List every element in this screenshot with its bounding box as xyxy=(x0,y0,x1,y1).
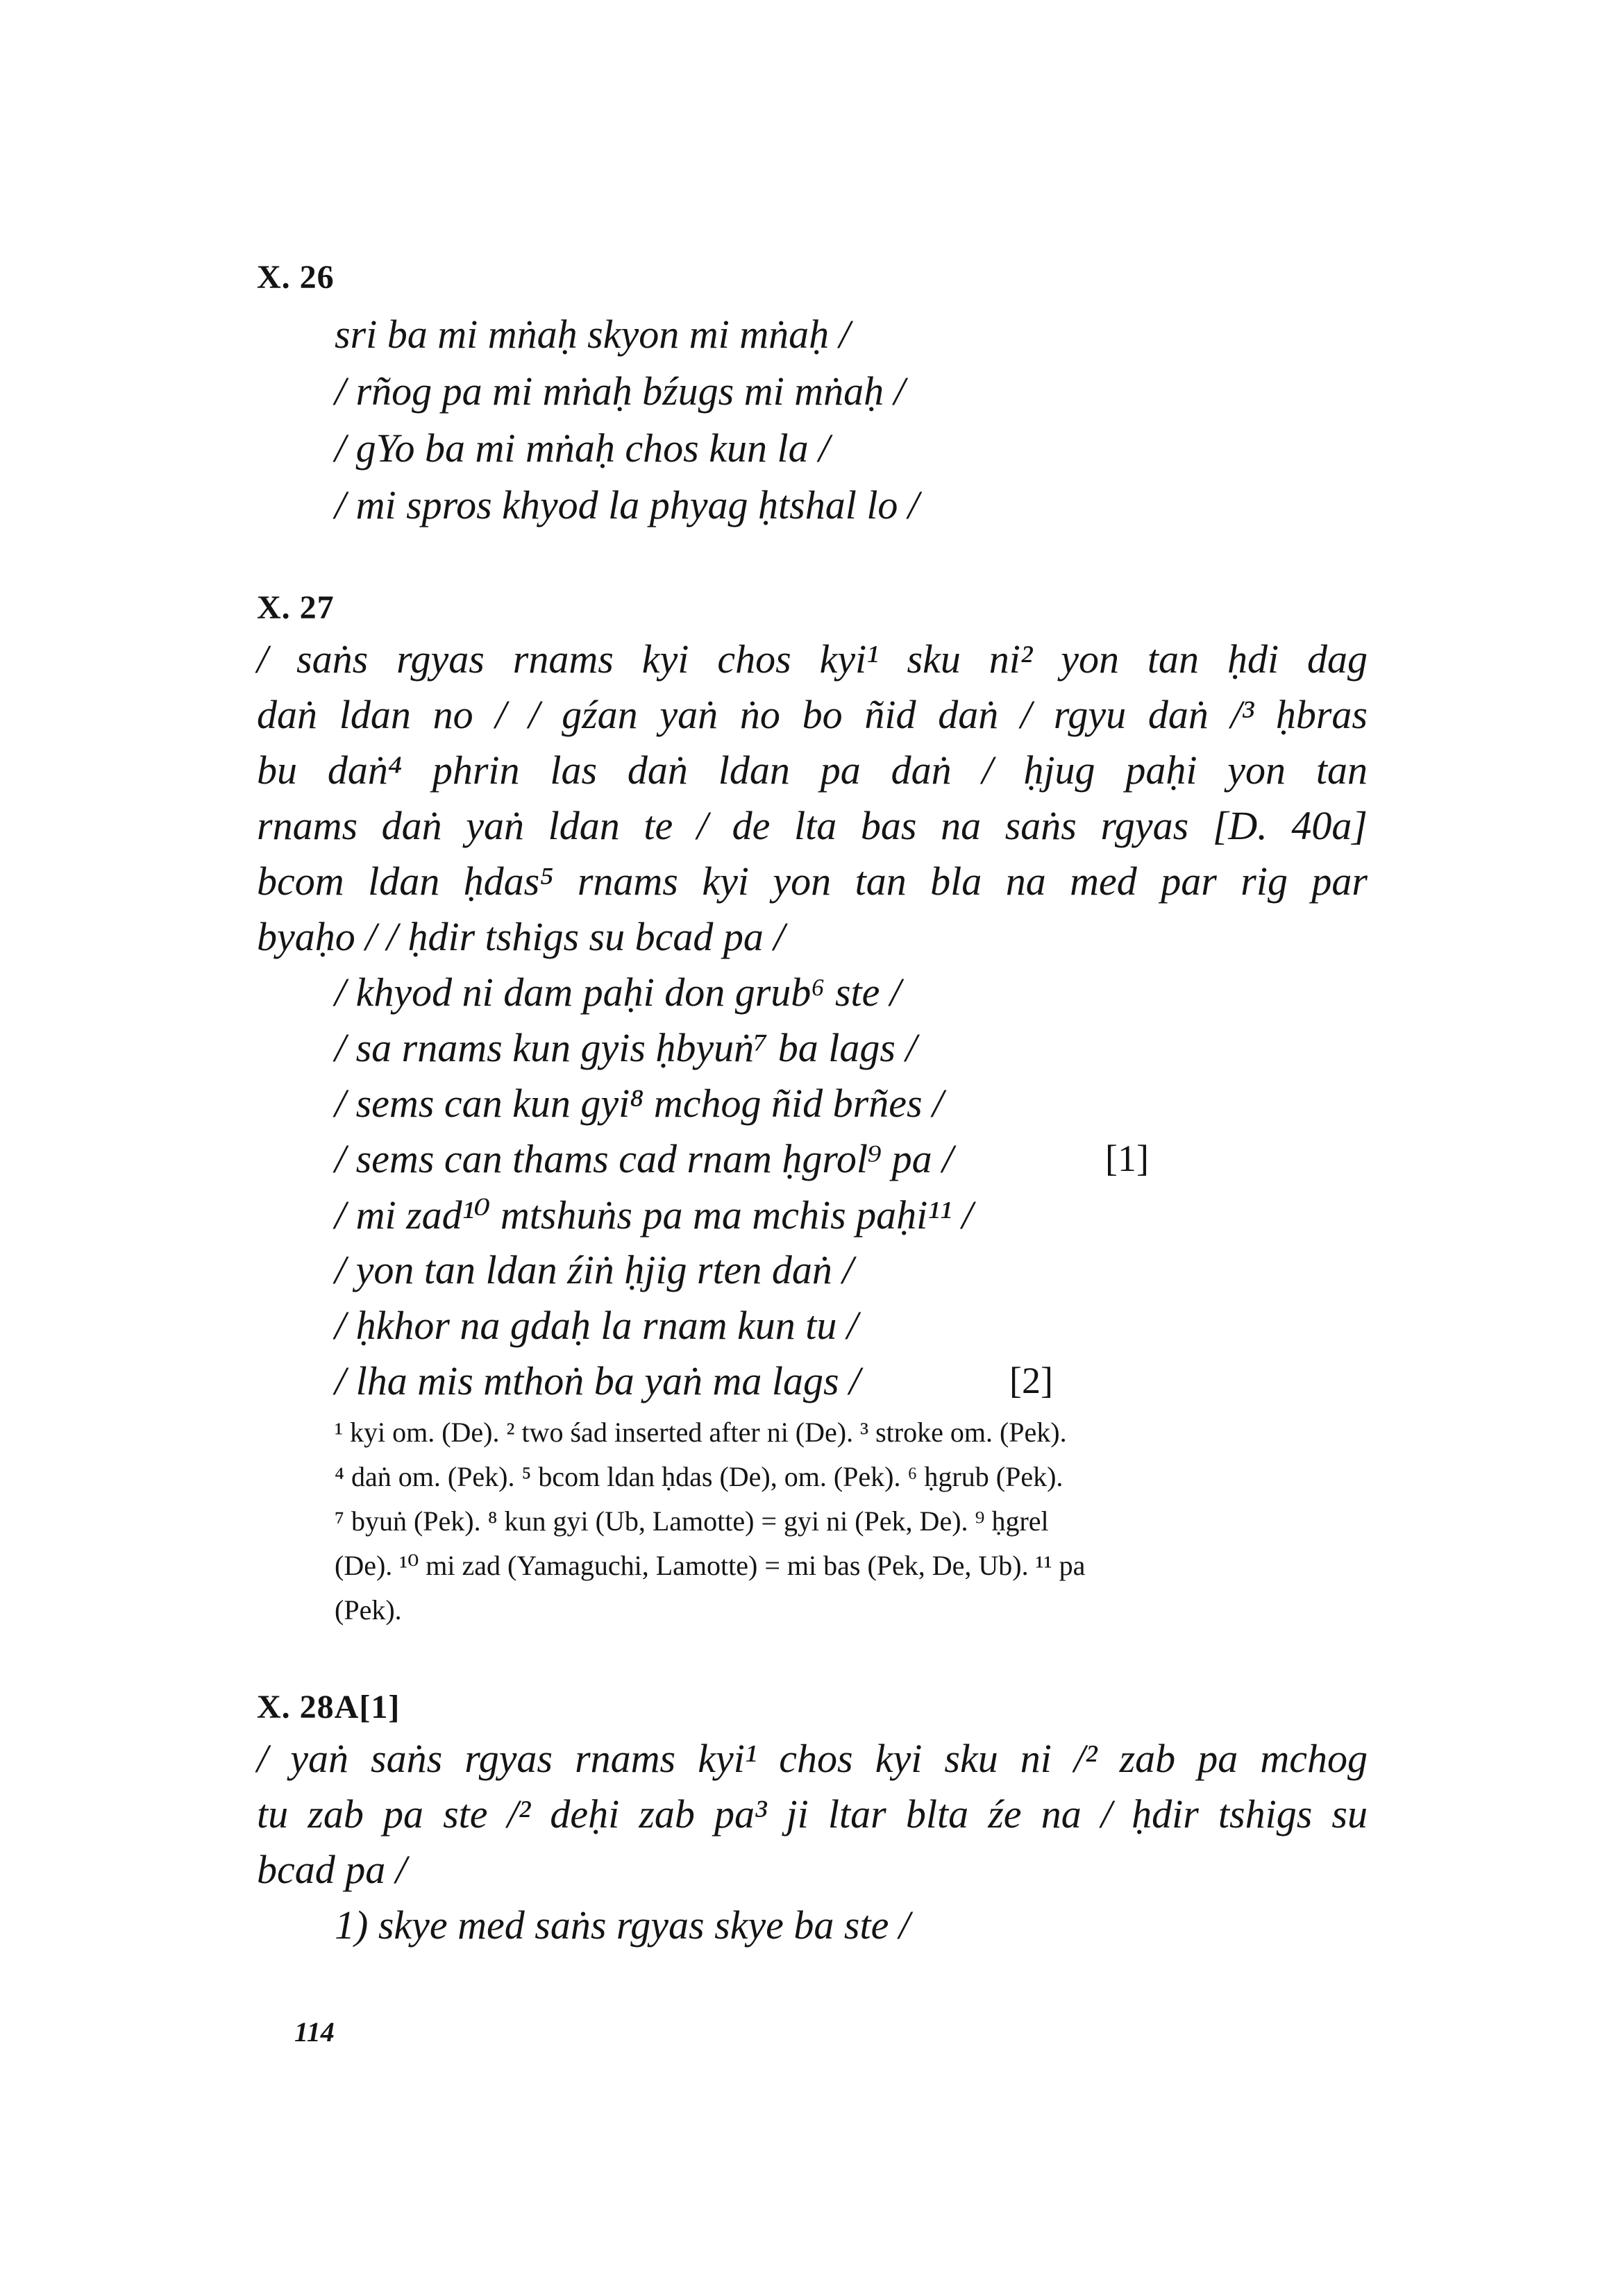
footnotes xyxy=(335,1410,1334,1632)
footnote-line: (De). ¹⁰ mi zad (Yamaguchi, Lamotte) = mi bas (Pek, De, Ub). ¹¹ pa xyxy=(335,1550,1086,1581)
footnote-line: ⁷ byuṅ (Pek). ⁸ kun gyi (Ub, Lamotte) = gyi ni (Pek, De). ⁹ ḥgrel xyxy=(335,1505,1049,1537)
footnote-line: ¹ kyi om. (De). ² two śad inserted after ni (De). ³ stroke om. (Pek). xyxy=(335,1417,1067,1448)
verse-line: / sems can kun gyi⁸ mchog ñid brñes / xyxy=(335,1081,944,1126)
verse-marker: [2] xyxy=(1009,1360,1053,1401)
verse-line: / lha mis mthoṅ ba yaṅ ma lags / xyxy=(335,1358,861,1403)
prose-line: bcom ldan ḥdas⁵ rnams kyi yon tan bla na med par rig par xyxy=(257,859,1368,904)
verse-line: / ḥkhor na gdaḥ la rnam kun tu / xyxy=(335,1303,858,1348)
prose-line: rnams daṅ yaṅ ldan te / de lta bas na saṅs rgyas [D. 40a] xyxy=(257,803,1368,848)
verse-line: / rñog pa mi mṅaḥ bźugs mi mṅaḥ / xyxy=(335,369,905,414)
footnote-line: ⁴ daṅ om. (Pek). ⁵ bcom ldan ḥdas (De), om. (Pek). ⁶ ḥgrub (Pek). xyxy=(335,1461,1063,1492)
prose-line: / yaṅ saṅs rgyas rnams kyi¹ chos kyi sku ni /² zab pa mchog xyxy=(257,1736,1368,1781)
prose-line: daṅ ldan no / / gźan yaṅ ṅo bo ñid daṅ / rgyu daṅ /³ ḥbras xyxy=(257,692,1368,737)
prose-line: / saṅs rgyas rnams kyi chos kyi¹ sku ni² yon tan ḥdi dag xyxy=(257,636,1368,682)
verse-line: sri ba mi mṅaḥ skyon mi mṅaḥ / xyxy=(335,312,850,357)
verse-line: / mi spros khyod la phyag ḥtshal lo / xyxy=(335,482,920,527)
verse-line: / khyod ni dam paḥi don grub⁶ ste / xyxy=(335,970,901,1015)
verse-line: / yon tan ldan źiṅ ḥjig rten daṅ / xyxy=(335,1247,854,1292)
page-number: 114 xyxy=(294,2016,335,2048)
section-heading-x26: X. 26 xyxy=(257,259,335,296)
verse-line: 1) skye med saṅs rgyas skye ba ste / xyxy=(335,1902,910,1948)
verse-line: / gYo ba mi mṅaḥ chos kun la / xyxy=(335,425,830,471)
verse-line: / mi zad¹⁰ mtshuṅs pa ma mchis paḥi¹¹ / xyxy=(335,1192,973,1238)
prose-line: tu zab pa ste /² deḥi zab pa³ ji ltar blta źe na / ḥdir tshigs su xyxy=(257,1791,1368,1837)
prose-line: byaḥo / / ḥdir tshigs su bcad pa / xyxy=(257,914,785,959)
footnote-line: (Pek). xyxy=(335,1594,402,1626)
section-heading-x28a: X. 28A[1] xyxy=(257,1689,401,1725)
verse-line: / sa rnams kun gyis ḥbyuṅ⁷ ba lags / xyxy=(335,1025,917,1070)
verse-marker: [1] xyxy=(1105,1138,1149,1179)
prose-line: bu daṅ⁴ phrin las daṅ ldan pa daṅ / ḥjug paḥi yon tan xyxy=(257,748,1368,793)
section-heading-x27: X. 27 xyxy=(257,589,335,626)
verse-line: / sems can thams cad rnam ḥgrol⁹ pa / xyxy=(335,1136,954,1181)
prose-line: bcad pa / xyxy=(257,1847,407,1892)
